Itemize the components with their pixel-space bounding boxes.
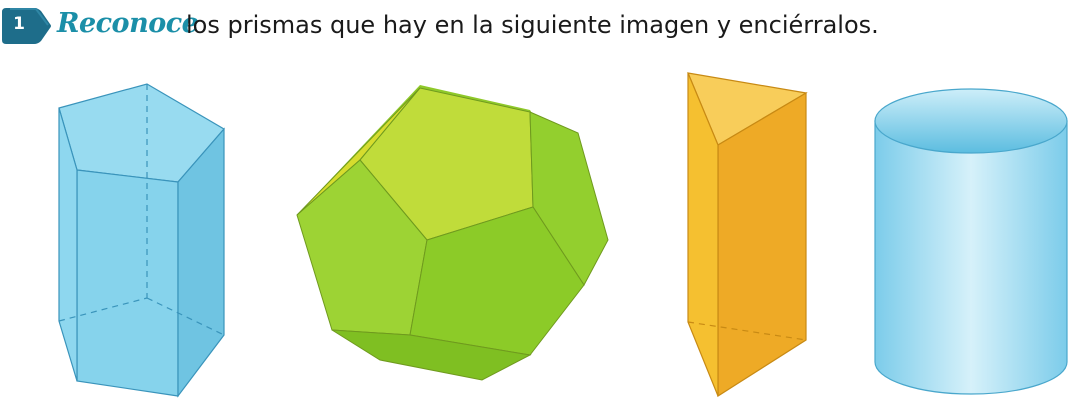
- dodecahedron-icon[interactable]: [290, 80, 620, 385]
- pentagonal-prism-icon[interactable]: [50, 80, 240, 400]
- instruction-text: los prismas que hay en la siguiente imagen y enciérralos.: [186, 11, 879, 39]
- exercise-number: 1: [13, 14, 25, 34]
- instruction-keyword: Reconoce: [57, 8, 199, 39]
- instruction: [0, 0, 1076, 60]
- cylinder-icon[interactable]: [870, 82, 1070, 400]
- triangular-prism-icon[interactable]: [680, 65, 815, 400]
